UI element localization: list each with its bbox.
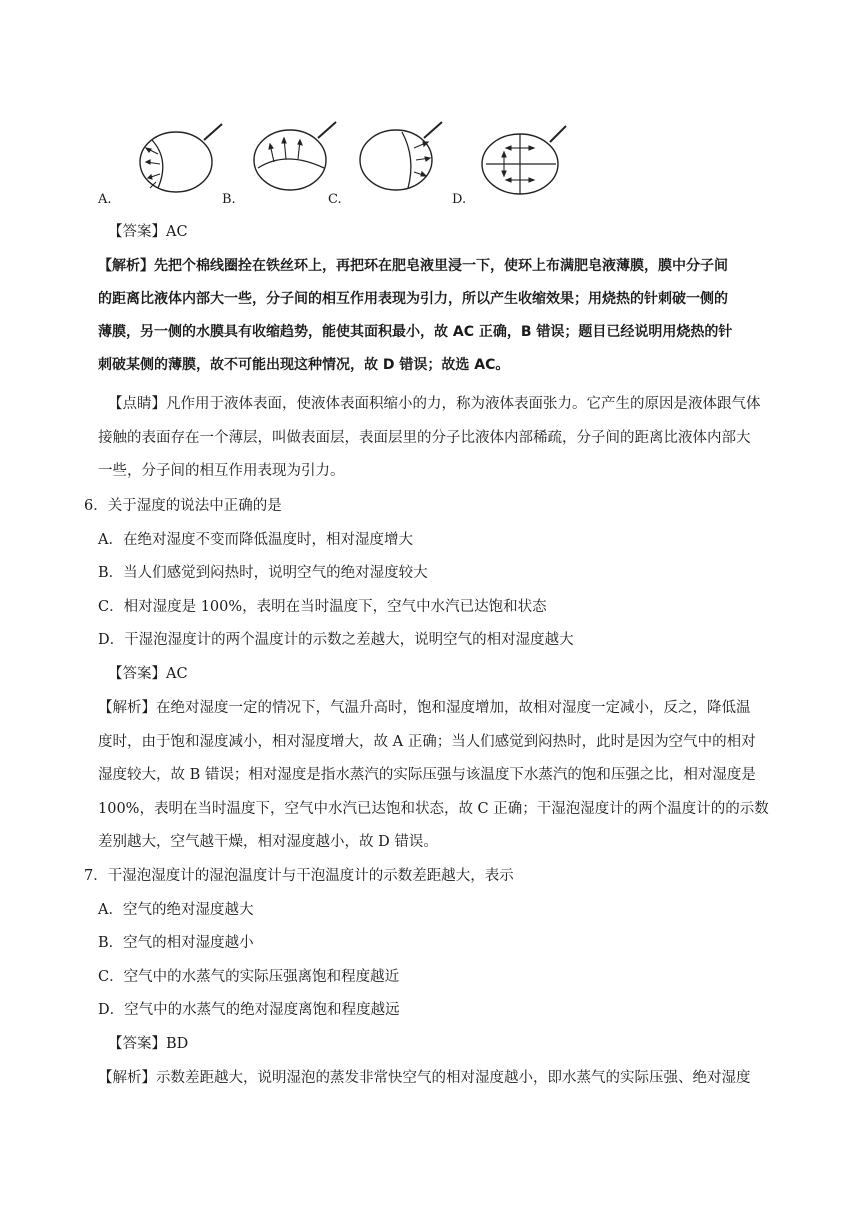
q5-analysis-line: 薄膜，另一侧的水膜具有收缩趋势，能使其面积最小，故 AC 正确，B 错误；题目已经说明用烧热的针 bbox=[98, 324, 733, 340]
q6-option-d: D．干湿泡湿度计的两个温度计的示数之差越大，说明空气的相对湿度越大 bbox=[98, 632, 574, 648]
q7-option-d: D．空气中的水蒸气的绝对湿度离饱和程度越远 bbox=[98, 1002, 400, 1018]
q6-analysis-line: 度时，由于饱和湿度减小，相对湿度增大，故 A 正确；当人们感觉到闷热时，此时是因为空气中的相对 bbox=[98, 734, 756, 750]
q6-analysis-line: 湿度较大，故 B 错误；相对湿度是指水蒸汽的实际压强与该温度下水蒸汽的饱和压强之比，相对湿度是 bbox=[98, 767, 756, 783]
figure-label-b: B. bbox=[222, 192, 236, 207]
q7-answer: 【答案】BD bbox=[108, 1036, 189, 1052]
figure-a-diagram bbox=[134, 118, 244, 198]
q7-question: 7．干湿泡湿度计的湿泡温度计与干泡温度计的示数差距越大，表示 bbox=[84, 868, 514, 884]
q7-analysis-line: 【解析】示数差距越大，说明湿泡的蒸发非常快空气的相对湿度越小，即水蒸气的实际压强、绝对湿度 bbox=[98, 1070, 751, 1086]
figure-d-diagram bbox=[474, 118, 584, 198]
q7-option-b: B．空气的相对湿度越小 bbox=[98, 935, 254, 951]
q5-analysis-line: 刺破某侧的薄膜，故不可能出现这种情况，故 D 错误；故选 AC。 bbox=[98, 357, 510, 373]
q5-analysis-line: 【解析】先把个棉线圈拴在铁丝环上，再把环在肥皂液里浸一下，使环上布满肥皂液薄膜，膜中分子间 bbox=[98, 258, 728, 274]
q5-analysis-line: 的距离比液体内部大一些，分子间的相互作用表现为引力，所以产生收缩效果；用烧热的针刺破一侧的 bbox=[98, 291, 728, 307]
q6-analysis-line: 差别越大，空气越干燥，相对湿度越小，故 D 错误。 bbox=[98, 834, 438, 850]
figure-options-row bbox=[98, 118, 778, 210]
q6-option-c: C．相对湿度是 100%，表明在当时温度下，空气中水汽已达饱和状态 bbox=[98, 599, 547, 615]
q6-analysis-line: 100%，表明在当时温度下，空气中水汽已达饱和状态，故 C 正确；干湿泡湿度计的两个温度计的的示数 bbox=[98, 801, 769, 817]
q6-analysis-line: 【解析】在绝对湿度一定的情况下，气温升高时，饱和湿度增加，故相对湿度一定减小，反之，降低温 bbox=[98, 700, 751, 716]
q5-tip-line: 接触的表面存在一个薄层，叫做表面层，表面层里的分子比液体内部稀疏，分子间的距离比液体内部大 bbox=[98, 430, 751, 446]
figure-label-c: C. bbox=[328, 192, 342, 207]
q6-option-b: B．当人们感觉到闷热时，说明空气的绝对湿度较大 bbox=[98, 565, 428, 581]
q5-answer: 【答案】AC bbox=[108, 224, 188, 240]
q6-question: 6．关于湿度的说法中正确的是 bbox=[84, 498, 282, 514]
figure-label-a: A. bbox=[98, 192, 112, 207]
q7-option-a: A．空气的绝对湿度越大 bbox=[98, 902, 254, 918]
q6-option-a: A．在绝对湿度不变而降低温度时，相对湿度增大 bbox=[98, 532, 413, 548]
q5-tip-line: 【点睛】凡作用于液体表面，使液体表面积缩小的力，称为液体表面张力。它产生的原因是液体跟气体 bbox=[108, 396, 761, 412]
figure-b-diagram bbox=[244, 118, 354, 198]
figure-c-diagram bbox=[350, 118, 460, 198]
q6-answer: 【答案】AC bbox=[108, 666, 188, 682]
q7-option-c: C．空气中的水蒸气的实际压强离饱和程度越近 bbox=[98, 969, 400, 985]
q5-tip-line: 一些，分子间的相互作用表现为引力。 bbox=[98, 463, 345, 479]
figure-label-d: D. bbox=[452, 192, 467, 207]
